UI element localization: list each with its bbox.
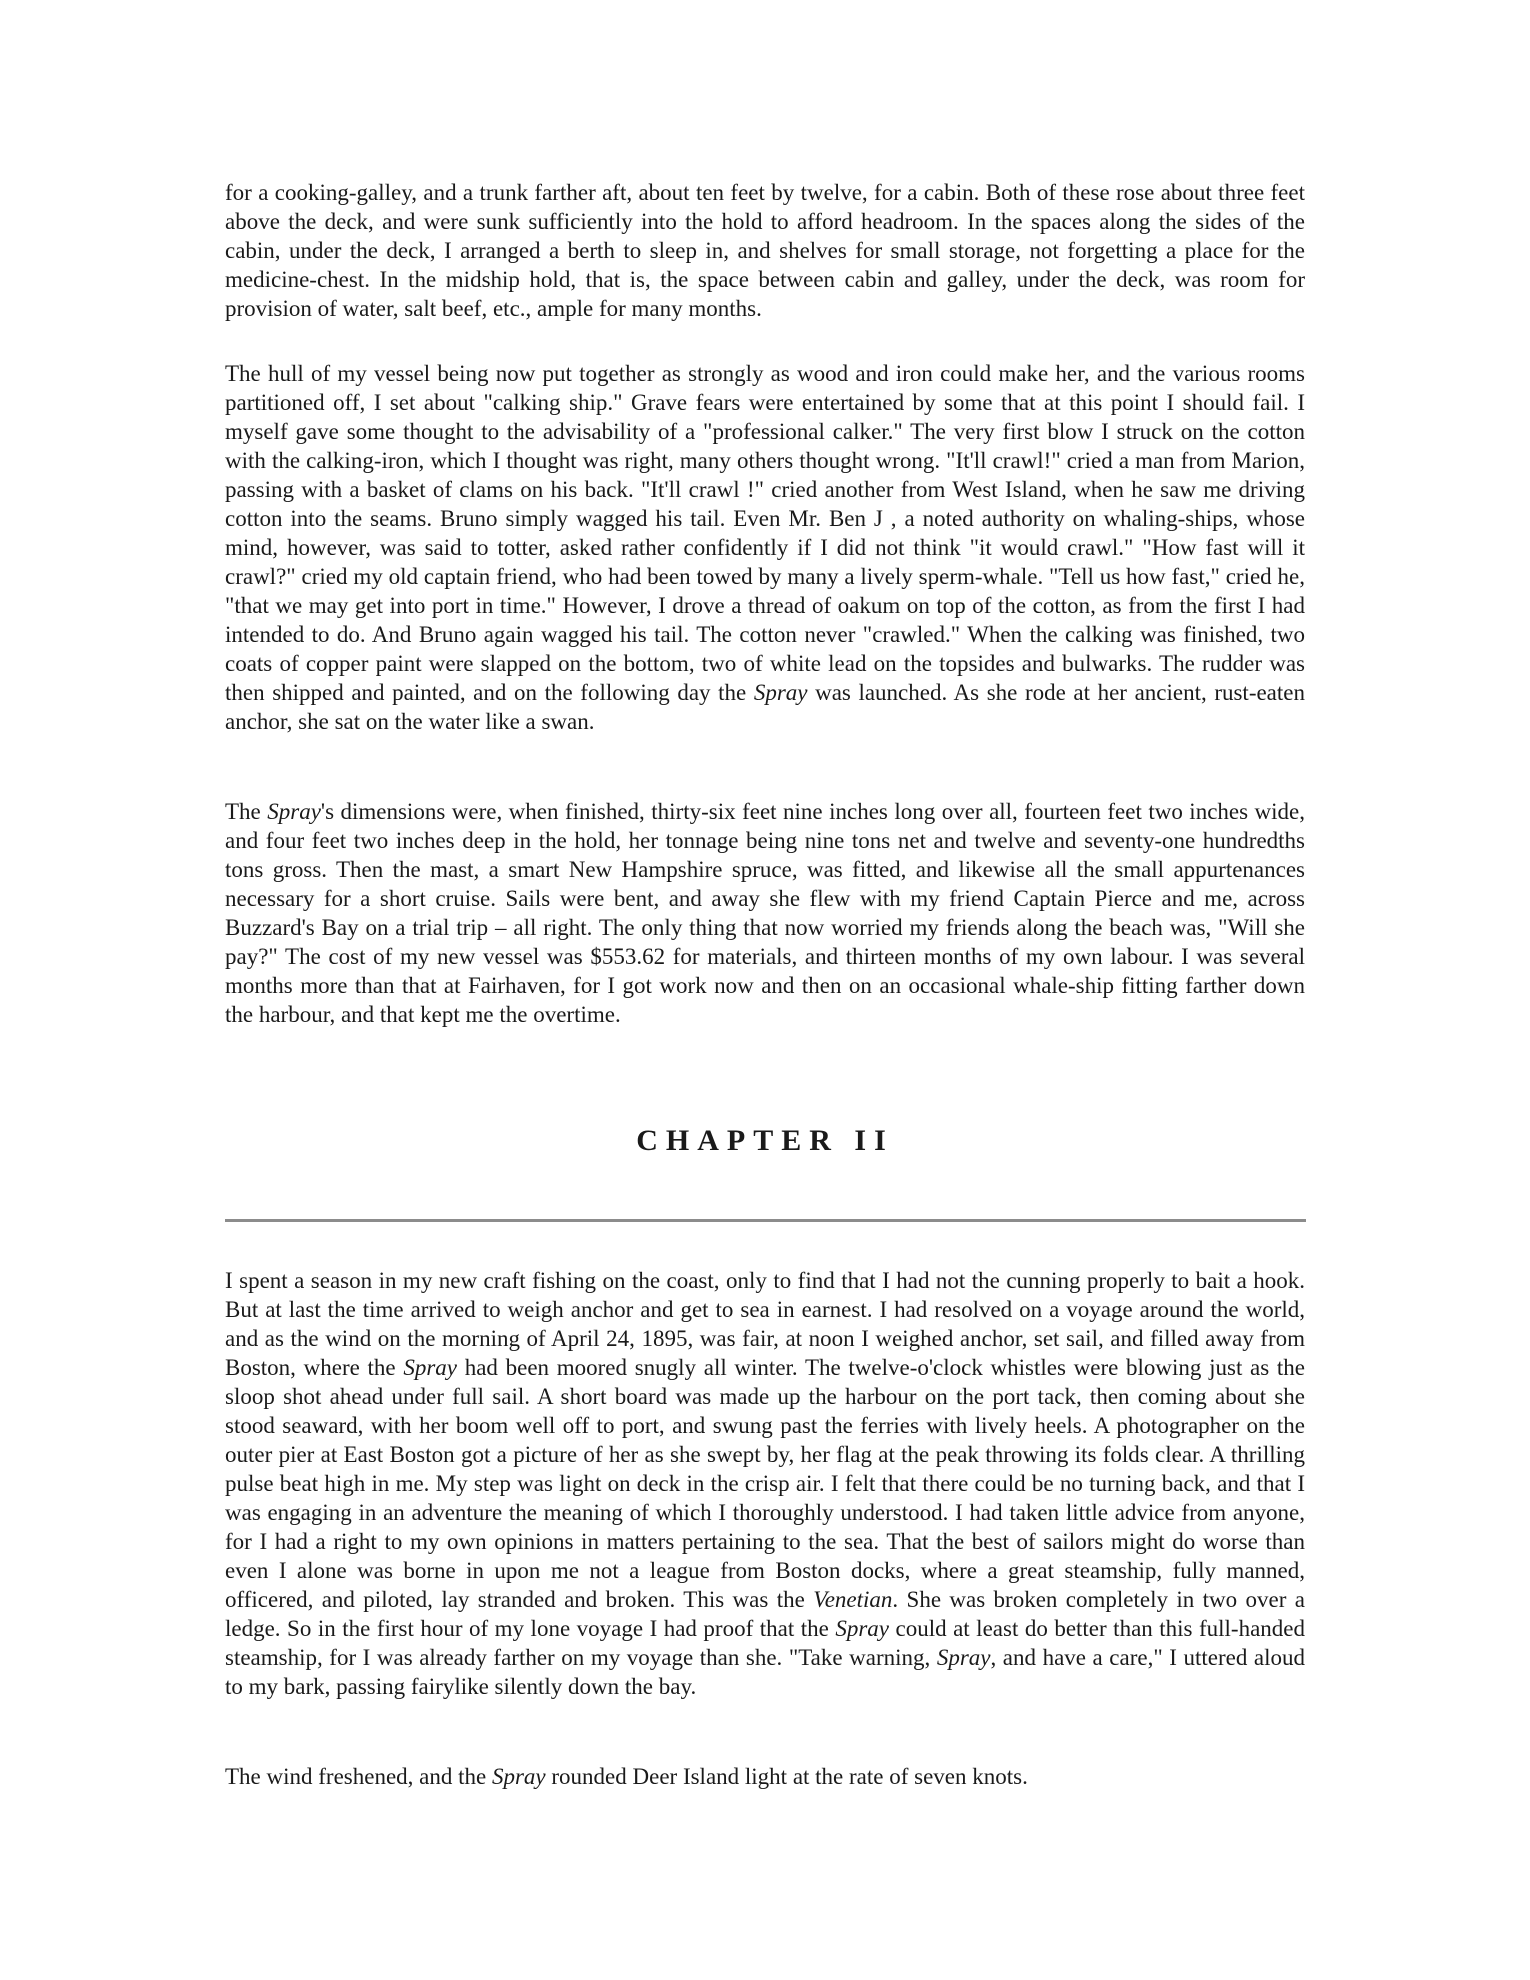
- text-run: The: [225, 799, 268, 824]
- italic-ship-name: Spray: [491, 1764, 546, 1789]
- text-run: The hull of my vessel being now put together as strongly as wood and iron could make her, and the various rooms partitioned off, I set about "calking ship." Grave fears were entertained by some that at this point I should fail. I myself gave some thought to the advisability of a "professional calker." The very first blow I struck on the cotton with the calking-iron, which I thought was right, many others thought wrong. "It'll crawl!" cried a man from Marion, passing with a basket of clams on his back. "It'll crawl !" cried another from West Island, when he saw me driving cotton into the seams. Bruno simply wagged his tail. Even Mr. Ben J , a noted authority on whaling-ships, whose mind, however, was said to totter, asked rather confidently if I did not think "it would crawl." "How fast will it crawl?" cried my old captain friend, who had been towed by many a lively sperm-whale. "Tell us how fast," cried he, "that we may get into port in time." However, I drove a thread of oakum on top of the cotton, as from the first I had intended to do. And Bruno again wagged his tail. The cotton never "crawled." When the calking was finished, two coats of copper paint were slapped on the bottom, two of white lead on the topsides and bulwarks. The rudder was then shipped and painted, and on the following day the: [225, 361, 1305, 705]
- text-run: could at least do better than this full-handed steamship, for I was already farther on my voyage than she. "Take warning,: [225, 1616, 1306, 1670]
- text-run: I spent a season in my new craft fishing on the coast, only to find that I had not the cunning properly to bait a hook. But at last the time arrived to weigh anchor and get to sea in earnest. I had resolved on a voyage around the world, and as the wind on the morning of April 24, 1895, was fair, at noon I weighed anchor, set sail, and filled away from Boston, where the: [225, 1268, 1305, 1380]
- italic-ship-name: Spray: [267, 799, 321, 824]
- italic-ship-name: Venetian: [813, 1587, 893, 1612]
- text-run: was launched. As she rode at her ancient, rust-eaten anchor, she sat on the water like a swan.: [225, 680, 1305, 734]
- paragraph-deer-island: [225, 1762, 1305, 1791]
- chapter-heading: CHAPTER II: [636, 1124, 894, 1157]
- italic-ship-name: Spray: [936, 1645, 991, 1670]
- paragraph-spray-dimensions: [225, 797, 1305, 1029]
- text-run: for a cooking-galley, and a trunk farther aft, about ten feet by twelve, for a cabin. Both of these rose about three feet above the deck, and were sunk sufficiently into the hold to afford headroom. In the spaces along the sides of the cabin, under the deck, I arranged a berth to sleep in, and shelves for small storage, not forgetting a place for the medicine-chest. In the midship hold, that is, the space between cabin and galley, under the deck, was room for provision of water, salt beef, etc., ample for many months.: [225, 180, 1305, 321]
- italic-ship-name: Spray: [753, 680, 808, 705]
- text-run: The wind freshened, and the: [225, 1764, 492, 1789]
- chapter-divider: [225, 1219, 1306, 1222]
- paragraph-galley-cabin: [225, 178, 1305, 323]
- italic-ship-name: Spray: [403, 1355, 457, 1380]
- text-run: had been moored snugly all winter. The twelve-o'clock whistles were blowing just as the sloop shot ahead under full sail. A short board was made up the harbour on the port tack, then coming about she stood seaward, with her boom well off to port, and swung past the ferries with lively heels. A photographer on the outer pier at East Boston got a picture of her as she swept by, her flag at the peak throwing its folds clear. A thrilling pulse beat high in me. My step was light on deck in the crisp air. I felt that there could be no turning back, and that I was engaging in an adventure the meaning of which I thoroughly understood. I had taken little advice from anyone, for I had a right to my own opinions in matters pertaining to the sea. That the best of sailors might do worse than even I alone was borne in upon me not a league from Boston docks, where a great steamship, fully manned, officered, and piloted, lay stranded and broken. This was the: [225, 1355, 1305, 1612]
- text-run: rounded Deer Island light at the rate of seven knots.: [545, 1764, 1028, 1789]
- text-run: 's dimensions were, when finished, thirty-six feet nine inches long over all, fourteen feet two inches wide, and four feet two inches deep in the hold, her tonnage being nine tons net and twelve and seventy-one hundredths tons gross. Then the mast, a smart New Hampshire spruce, was fitted, and likewise all the small appurtenances necessary for a short cruise. Sails were bent, and away she flew with my friend Captain Pierce and me, across Buzzard's Bay on a trial trip – all right. The only thing that now worried my friends along the beach was, "Will she pay?" The cost of my new vessel was $553.62 for materials, and thirteen months of my own labour. I was several months more than that at Fairhaven, for I got work now and then on an occasional whale-ship fitting farther down the harbour, and that kept me the overtime.: [225, 799, 1306, 1027]
- italic-ship-name: Spray: [835, 1616, 889, 1641]
- text-run: , and have a care," I uttered aloud to my bark, passing fairylike silently down the bay.: [225, 1645, 1305, 1699]
- paragraph-calking-ship: [225, 359, 1305, 736]
- text-run: . She was broken completely in two over a ledge. So in the first hour of my lone voyage I had proof that the: [225, 1587, 1305, 1641]
- paragraph-voyage-start: [225, 1266, 1305, 1701]
